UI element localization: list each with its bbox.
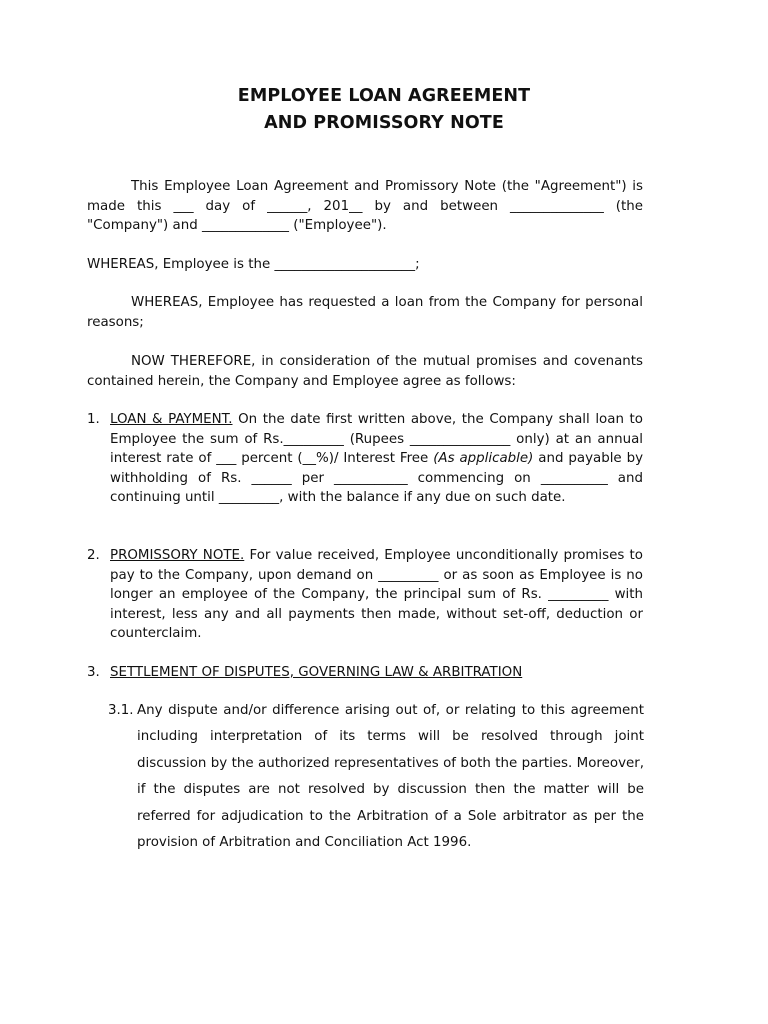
section-number: 3. (87, 665, 100, 680)
whereas-employee-paragraph: WHEREAS, Employee is the _____________________; (87, 257, 420, 272)
section-loan-payment (87, 410, 643, 508)
section-body (110, 410, 643, 508)
subsection-3-1 (108, 698, 644, 856)
section-heading: PROMISSORY NOTE. (110, 548, 245, 563)
section-dispute-settlement (87, 663, 643, 683)
section-text-continued: and payable by withholding of Rs. ______ per ___________ commencing on __________ and continuing until _________, with the balance if any due on such date. (110, 451, 644, 505)
section-heading: LOAN & PAYMENT. (110, 412, 233, 427)
section-number: 1. (87, 412, 100, 427)
document-title-line2: AND PROMISSORY NOTE (264, 113, 504, 133)
subsection-number: 3.1. (108, 703, 134, 718)
section-body (110, 546, 643, 644)
section-text-italic: (As applicable) (433, 451, 534, 466)
section-heading: SETTLEMENT OF DISPUTES, GOVERNING LAW & ARBITRATION (110, 665, 523, 680)
whereas-request-paragraph: WHEREAS, Employee has requested a loan from the Company for personal reasons; (87, 295, 643, 330)
subsection-text: Any dispute and/or difference arising out of, or relating to this agreement including interpretation of its terms will be resolved through joint discussion by the authorized representatives of both the parties. Moreover, if the disputes are not resolved by discussion then the matter will be referred for adjudication to the Arbitration of a Sole arbitrator as per the provision of Arbitration and Conciliation Act 1996. (137, 703, 644, 851)
section-text: For value received, Employee unconditionally promises to pay to the Company, upon demand on _________ or as soon as Employee is no longer an employee of the Company, the principal sum of Rs. _________ with interest, less any and all payments then made, without set-off, deduction or counterclaim. (110, 548, 643, 641)
section-number: 2. (87, 548, 100, 563)
section-body (110, 663, 643, 683)
intro-paragraph: This Employee Loan Agreement and Promissory Note (the "Agreement") is made this ___ day of ______, 201__ by and between ______________ (the "Company") and _____________ ("Employee"). (87, 179, 643, 233)
section-text: On the date first written above, the Company shall loan to Employee the sum of Rs._________ (Rupees _______________ only) at an annual interest rate of ___ percent (__%)/ Interest Free (110, 412, 643, 466)
document-title-line1: EMPLOYEE LOAN AGREEMENT (237, 86, 531, 106)
now-therefore-paragraph: NOW THEREFORE, in consideration of the mutual promises and covenants contained herein, the Company and Employee agree as follows: (87, 354, 643, 389)
section-promissory-note (87, 546, 643, 644)
